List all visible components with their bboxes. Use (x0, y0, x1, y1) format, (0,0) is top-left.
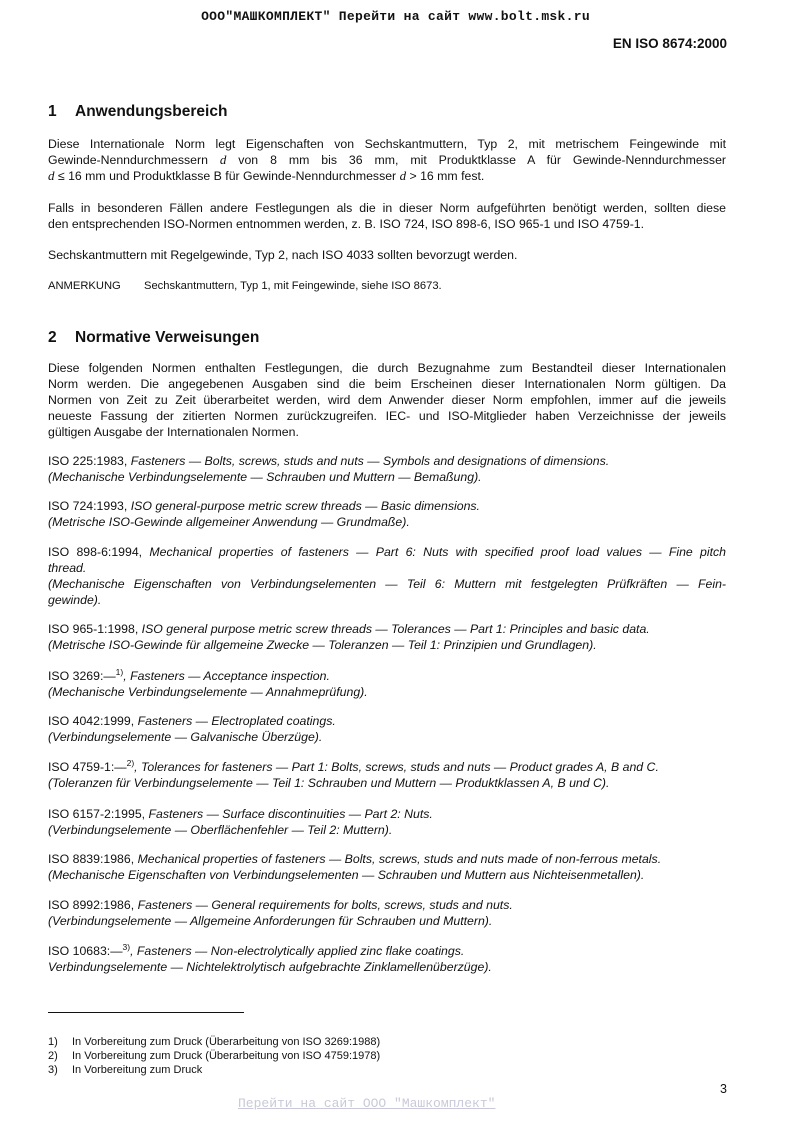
text-line: Falls in besonderen Fällen andere Festlegungen als die in dieser Norm aufgeführten benötigt werden, sollten diese (48, 201, 726, 215)
reference-german-title: (Mechanische Verbindungselemente — Annahmeprüfung). (48, 685, 368, 699)
reference-title-line (48, 668, 726, 684)
reference-german-title: (Mechanische Eigenschaften von Verbindungselementen — Schrauben und Muttern aus Nichteisenmetallen). (48, 868, 645, 882)
reference-item (48, 621, 726, 653)
section-number: 2 (48, 329, 57, 346)
reference-item (48, 498, 726, 530)
reference-item (48, 544, 726, 608)
variable-d: d (399, 168, 407, 183)
reference-item (48, 851, 726, 883)
footnote-marker: 1) (115, 667, 124, 677)
reference-title: Fasteners — Electroplated coatings. (137, 714, 336, 728)
reference-german-title: (Metrische ISO-Gewinde allgemeiner Anwendung — Grundmaße). (48, 515, 410, 529)
footnote-mark: 2) (48, 1050, 58, 1062)
scope-paragraph-1 (48, 136, 726, 184)
reference-item (48, 943, 726, 975)
text-line: Diese Internationale Norm legt Eigenschaften von Sechskantmuttern, Typ 2, mit metrischem Feingewinde mit (48, 137, 726, 151)
note (48, 280, 442, 292)
reference-title-line (48, 943, 726, 959)
footer-link[interactable]: Перейти на сайт ООО "Машкомплект" (238, 1096, 496, 1111)
text-line: neueste Fassung der zitierten Normen zurückzugreifen. IEC- und ISO-Mitglieder haben Verzeichnisse der jeweils (48, 409, 726, 423)
reference-title: , Fasteners — Acceptance inspection. (123, 669, 330, 683)
text-line: Normen von Zeit zu Zeit überarbeitet werden, wird dem Anwender dieser Norm empfohlen, immer auf die jeweils (48, 393, 726, 407)
footnote-mark: 3) (48, 1064, 58, 1076)
reference-number: ISO 10683:— (48, 944, 123, 958)
reference-title-continuation: thread. (48, 561, 87, 575)
reference-title: ISO general-purpose metric screw threads — Basic dimensions. (130, 499, 480, 513)
reference-title: Fasteners — Surface discontinuities — Part 2: Nuts. (148, 807, 433, 821)
reference-title-line (48, 759, 726, 775)
reference-german-title: (Metrische ISO-Gewinde für allgemeine Zwecke — Toleranzen — Teil 1: Prinzipien und Grundlagen). (48, 638, 597, 652)
reference-item (48, 759, 726, 791)
reference-title: Mechanical properties of fasteners — Bolts, screws, studs and nuts made of non-ferrous metals. (137, 852, 662, 866)
reference-title-line (48, 713, 726, 729)
reference-number: ISO 3269:— (48, 669, 116, 683)
section-2-heading (48, 329, 259, 347)
text-line (48, 168, 726, 184)
section-title: Normative Verweisungen (75, 329, 260, 346)
scope-paragraph-2 (48, 200, 726, 232)
reference-title: , Fasteners — Non-electrolytically applied zinc flake coatings. (130, 944, 465, 958)
reference-number: ISO 8992:1986, (48, 898, 138, 912)
reference-german-title: (Verbindungselemente — Allgemeine Anforderungen für Schrauben und Muttern). (48, 914, 493, 928)
reference-number: ISO 6157-2:1995, (48, 807, 149, 821)
reference-title: Fasteners — Bolts, screws, studs and nuts — Symbols and designations of dimensions. (130, 454, 610, 468)
reference-title: Mechanical properties of fasteners — Part 6: Nuts with specified proof load values — Fine pitch (149, 545, 726, 559)
note-label: ANMERKUNG (48, 280, 121, 292)
text-line (48, 152, 726, 168)
reference-title: , Tolerances for fasteners — Part 1: Bolts, screws, studs and nuts — Product grades A, B and C. (134, 760, 659, 774)
reference-number: ISO 965-1:1998, (48, 622, 142, 636)
reference-item (48, 453, 726, 485)
reference-german-title: (Verbindungselemente — Oberflächenfehler — Teil 2: Muttern). (48, 823, 393, 837)
reference-number: ISO 898-6:1994, (48, 545, 150, 559)
variable-d: d (48, 168, 55, 183)
reference-german-title: (Toleranzen für Verbindungselemente — Teil 1: Schrauben und Muttern — Produktklassen A, B und C). (48, 776, 610, 790)
reference-number: ISO 225:1983, (48, 454, 131, 468)
text-run: Gewinde-Nenndurchmessern (48, 153, 220, 167)
text-line: den entsprechenden ISO-Normen entnommen werden, z. B. ISO 724, ISO 898-6, ISO 965-1 und ISO 4759-1. (48, 217, 645, 231)
reference-number: ISO 4042:1999, (48, 714, 138, 728)
text-line: Diese folgenden Normen enthalten Festlegungen, die durch Bezugnahme zum Bestandteil dieser Internationalen (48, 361, 726, 375)
text-run: ≤ 16 mm und Produktklasse B für Gewinde-Nenndurchmesser (54, 169, 400, 183)
reference-title-line (48, 498, 726, 514)
reference-title-line (48, 897, 726, 913)
variable-d: d (219, 152, 227, 167)
reference-number: ISO 4759-1:— (48, 760, 127, 774)
footnote (48, 1064, 202, 1076)
page-number: 3 (720, 1082, 727, 1096)
reference-german-title: (Verbindungselemente — Galvanische Überzüge). (48, 730, 323, 744)
document-id: EN ISO 8674:2000 (612, 36, 727, 51)
footnote-text: In Vorbereitung zum Druck (Überarbeitung von ISO 4759:1978) (72, 1050, 381, 1062)
text-line: gültigen Ausgabe der Internationalen Normen. (48, 425, 299, 439)
reference-german-title: (Mechanische Verbindungselemente — Schrauben und Muttern — Bemaßung). (48, 470, 482, 484)
reference-item (48, 806, 726, 838)
reference-item (48, 713, 726, 745)
reference-title-line (48, 544, 726, 560)
section-number: 1 (48, 103, 57, 120)
footnote (48, 1050, 380, 1062)
reference-title-line (48, 621, 726, 637)
section-title: Anwendungsbereich (75, 103, 228, 120)
reference-title-line (48, 453, 726, 469)
footnote-text: In Vorbereitung zum Druck (72, 1064, 203, 1076)
reference-title-line (48, 806, 726, 822)
reference-item (48, 668, 726, 700)
note-text: Sechskantmuttern, Typ 1, mit Feingewinde, siehe ISO 8673. (144, 280, 442, 292)
footnote-marker: 2) (126, 758, 135, 768)
section-1-heading (48, 103, 227, 121)
reference-number: ISO 724:1993, (48, 499, 131, 513)
footnote (48, 1036, 380, 1048)
reference-title-line (48, 851, 726, 867)
footnote-mark: 1) (48, 1036, 58, 1048)
reference-number: ISO 8839:1986, (48, 852, 138, 866)
reference-item (48, 897, 726, 929)
text-run: von 8 mm bis 36 mm, mit Produktklasse A für Gewinde-Nenndurchmesser (226, 153, 726, 167)
top-banner-link[interactable]: ООО"МАШКОМПЛЕКТ" Перейти на сайт www.bolt.msk.ru (201, 9, 590, 24)
footnote-separator (48, 1012, 244, 1013)
text-run: > 16 mm fest. (406, 169, 485, 183)
references-intro (48, 360, 726, 440)
reference-title: Fasteners — General requirements for bolts, screws, studs and nuts. (137, 898, 513, 912)
footnote-marker: 3) (122, 942, 131, 952)
text-line: Norm werden. Die angegebenen Ausgaben sind die beim Erscheinen dieser Internationalen Norm gültigen. Da (48, 377, 726, 391)
footnote-text: In Vorbereitung zum Druck (Überarbeitung von ISO 3269:1988) (72, 1036, 381, 1048)
reference-title: ISO general purpose metric screw threads — Tolerances — Part 1: Principles and basic data. (141, 622, 650, 636)
scope-paragraph-3: Sechskantmuttern mit Regelgewinde, Typ 2, nach ISO 4033 sollten bevorzugt werden. (48, 248, 518, 262)
reference-german-title: Verbindungselemente — Nichtelektrolytisch aufgebrachte Zinklamellenüberzüge). (48, 960, 492, 974)
reference-german-title: (Mechanische Eigenschaften von Verbindungselementen — Teil 6: Muttern mit festgelegten Prüfkräften — Fein- (48, 577, 726, 591)
reference-german-title: gewinde). (48, 593, 102, 607)
